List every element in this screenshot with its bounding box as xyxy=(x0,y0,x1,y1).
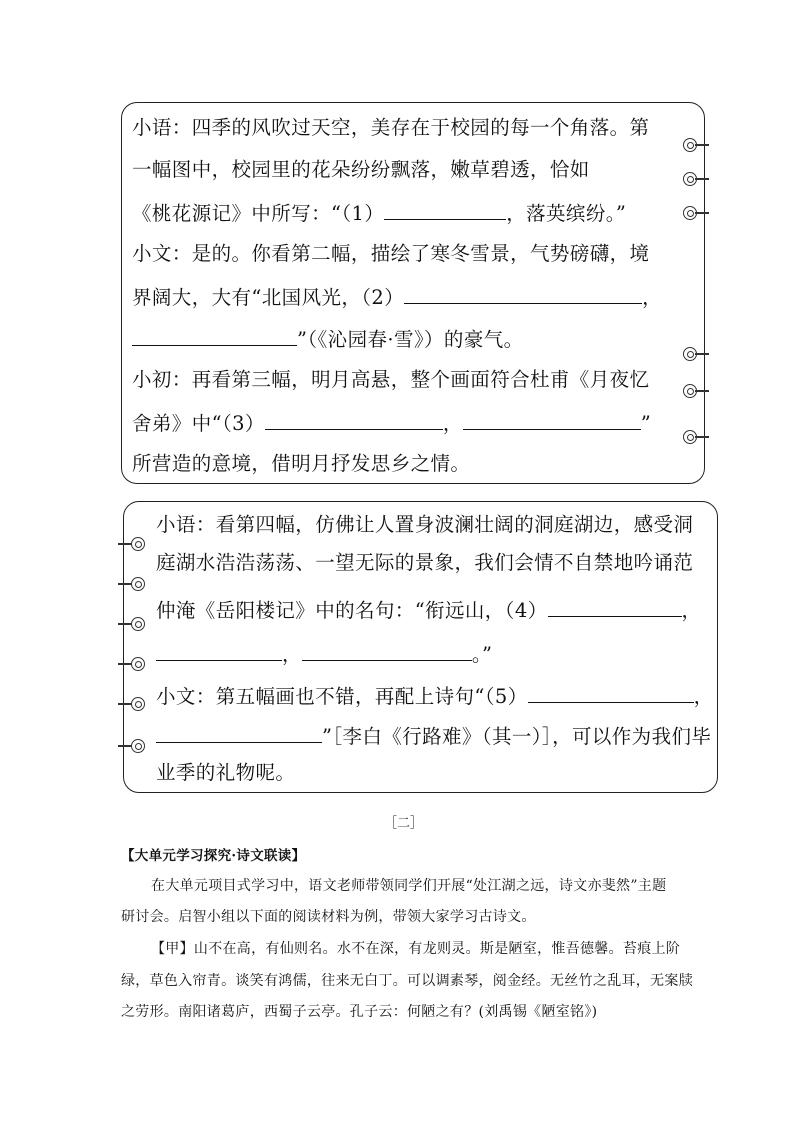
box1-line-8: 舍弟》中“（3） ， ” xyxy=(132,409,651,437)
answer-blank-3b[interactable] xyxy=(463,409,641,430)
answer-blank-5b[interactable] xyxy=(156,722,322,743)
box2-line-4: ， 。” xyxy=(156,640,492,668)
box1-line-5: 界阔大，大有“北国风光，（2） ， xyxy=(132,283,662,311)
box2-line-6: ”［李白《行路难》（其一）］，可以作为我们毕 xyxy=(156,722,711,750)
box2-line-5: 小文：第五幅画也不错，再配上诗句“（5） ， xyxy=(156,682,714,710)
intro-line-1: 在大单元项目式学习中，语文老师带领同学们开展“处江湖之远，诗文亦斐然”主题 xyxy=(151,878,667,894)
passage-jia-line-3: 之劳形。南阳诸葛庐，西蜀子云亭。孔子云：何陋之有？(刘禹锡《陋室铭》) xyxy=(121,1004,598,1020)
answer-blank-2a[interactable] xyxy=(404,283,642,304)
answer-blank-2b[interactable] xyxy=(132,325,297,346)
answer-blank-4c[interactable] xyxy=(302,640,472,661)
dialogue-box-1 xyxy=(121,102,705,484)
box1-line-4: 小文：是的。你看第二幅，描绘了寒冬雪景，气势磅礴，境 xyxy=(132,242,650,265)
section-title: ［二］ xyxy=(384,816,424,831)
answer-blank-5a[interactable] xyxy=(528,682,694,703)
intro-line-2: 研讨会。启智小组以下面的阅读材料为例，带领大家学习古诗文。 xyxy=(121,909,536,925)
answer-blank-1[interactable] xyxy=(384,199,506,220)
answer-blank-3a[interactable] xyxy=(265,409,443,430)
answer-blank-4a[interactable] xyxy=(548,596,682,617)
box1-line-3: 《桃花源记》中所写：“（1） ，落英缤纷。” xyxy=(132,199,626,227)
box2-line-3: 仲淹《岳阳楼记》中的名句：“衔远山，（4） ， xyxy=(156,596,701,624)
box1-line-2: 一幅图中，校园里的花朵纷纷飘落，嫩草碧透，恰如 xyxy=(132,158,590,181)
passage-jia-line-2: 绿，草色入帘青。谈笑有鸿儒，往来无白丁。可以调素琴，阅金经。无丝竹之乱耳，无案牍 xyxy=(121,973,693,989)
box1-line-1: 小语：四季的风吹过天空，美存在于校园的每一个角落。第 xyxy=(132,116,650,139)
box2-line-1: 小语：看第四幅，仿佛让人置身波澜壮阔的洞庭湖边，感受洞 xyxy=(156,513,694,536)
box2-line-7: 业季的礼物呢。 xyxy=(156,761,296,784)
passage-jia-line-1: 【甲】山不在高，有仙则名。水不在深，有龙则灵。斯是陋室，惟吾德馨。苔痕上阶 xyxy=(151,941,681,957)
box1-line-7: 小初：再看第三幅，明月高悬，整个画面符合杜甫《月夜忆 xyxy=(132,368,650,391)
box2-line-2: 庭湖水浩浩荡荡、一望无际的景象，我们会情不自禁地吟诵范 xyxy=(156,551,694,574)
dialogue-box-2 xyxy=(123,501,718,793)
box1-line-6: ”（《沁园春·雪》）的豪气。 xyxy=(132,325,524,353)
answer-blank-4b[interactable] xyxy=(156,640,282,661)
section-heading: 【大单元学习探究·诗文联读】 xyxy=(121,848,306,864)
box1-line-9: 所营造的意境，借明月抒发思乡之情。 xyxy=(132,452,471,475)
